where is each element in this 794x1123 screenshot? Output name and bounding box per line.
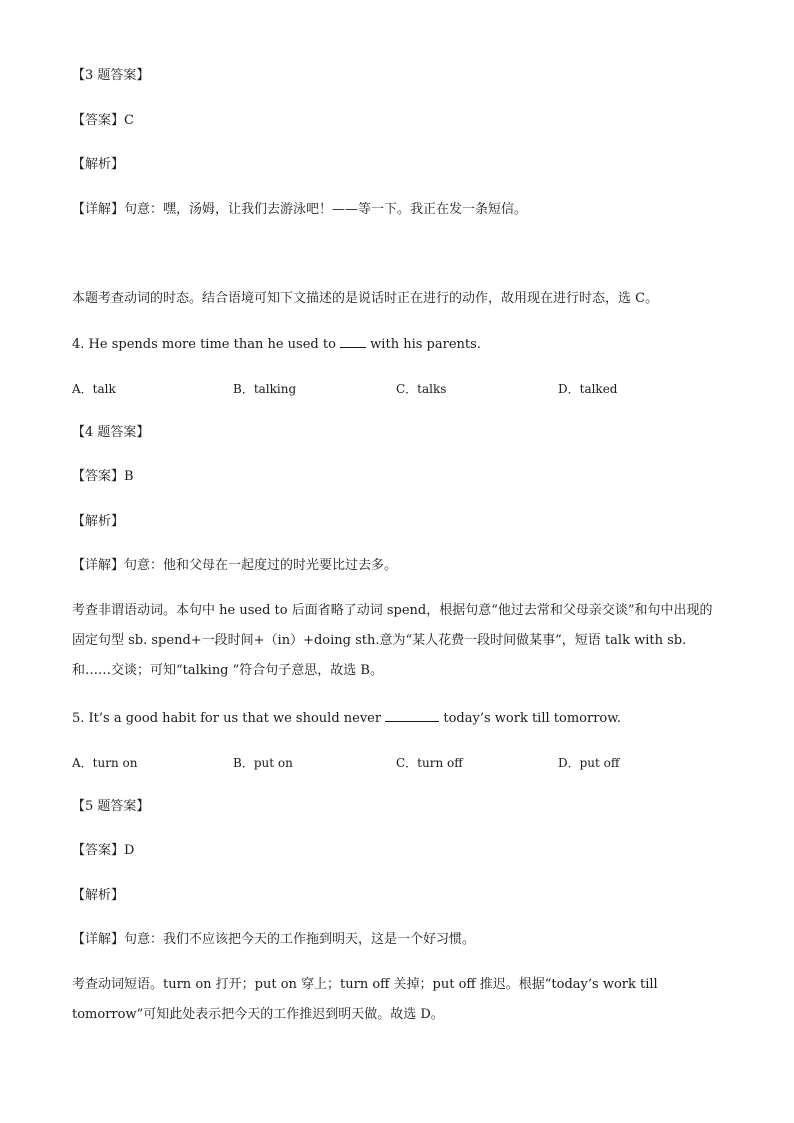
q3-explanation: 本题考查动词的时态。结合语境可知下文描述的是说话时正在进行的动作，故用现在进行时态，选 C。 [72,291,659,306]
q3-detail: 【详解】句意：嘿，汤姆，让我们去游泳吧！——等一下。我正在发一条短信。 [72,202,528,217]
q4-option-d: D．talked [558,382,618,396]
q5-stem-after: today’s work till tomorrow. [439,711,621,726]
q5-option-d: D．put off [558,756,620,770]
q5-option-a: A．turn on [72,756,138,770]
q4-answer: 【答案】B [72,469,134,484]
q3-analysis-label: 【解析】 [72,157,125,172]
q4-option-b: B．talking [233,382,297,396]
q3-answer: 【答案】C [72,113,134,128]
q4-heading: 【4 题答案】 [72,425,150,440]
q5-explanation: 考查动词短语。turn on 打开；put on 穿上；turn off 关掉；put off 推迟。根据“today’s work till tomorrow”可知此处表示把今天的工作推迟到明天做。故选 D。 [72,977,658,1022]
q5-stem-before: 5. It’s a good habit for us that we should never [72,711,386,726]
q4-analysis-label: 【解析】 [72,514,125,529]
q5-answer: 【答案】D [72,843,135,858]
q5-option-b: B．put on [233,756,293,770]
q4-option-a: A．talk [72,382,116,396]
q4-stem-after: with his parents. [366,337,481,352]
q5-option-c: C．turn off [396,756,463,770]
q4-explanation: 考查非谓语动词。本句中 he used to 后面省略了动词 spend，根据句意“他过去常和父母亲交谈”和句中出现的固定句型 sb. spend+一段时间+（in）+doing sth.意为“某人花费一段时间做某事”，短语 talk with sb. 和……交谈；可知“talking ”符合句子意思，故选 B。 [72,603,713,678]
q4-stem [72,336,481,353]
q5-heading: 【5 题答案】 [72,799,150,814]
q5-analysis-label: 【解析】 [72,888,125,903]
q4-blank [340,336,366,348]
q5-blank [385,710,439,722]
q5-detail: 【详解】句意：我们不应该把今天的工作拖到明天，这是一个好习惯。 [72,932,476,947]
q4-detail: 【详解】句意：他和父母在一起度过的时光要比过去多。 [72,558,398,573]
q4-option-c: C．talks [396,382,447,396]
q5-stem [72,710,621,727]
q4-stem-before: 4. He spends more time than he used to [72,337,341,352]
q3-heading: 【3 题答案】 [72,68,150,83]
